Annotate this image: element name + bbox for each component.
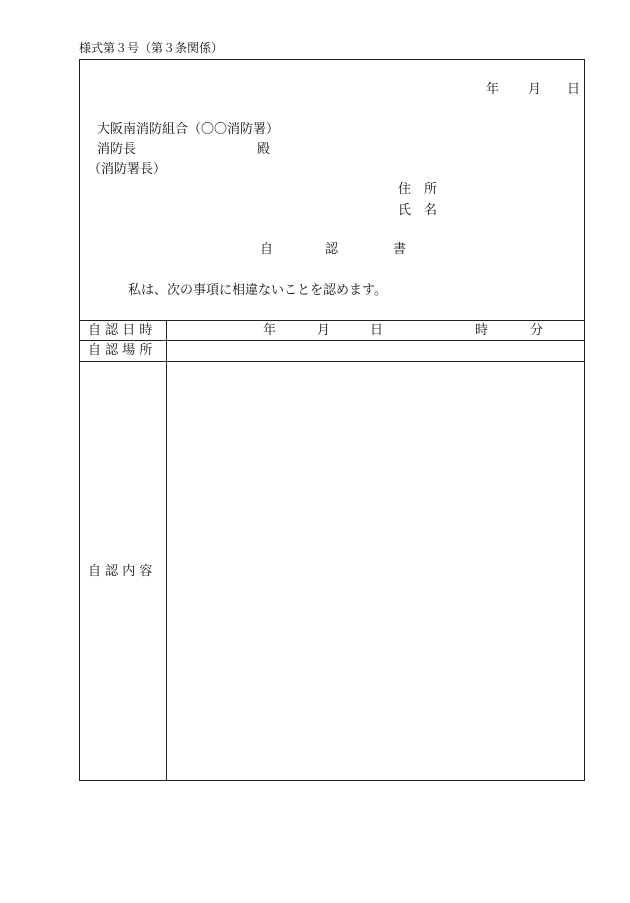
title-char-1: 自 xyxy=(260,242,274,257)
datetime-day: 日 xyxy=(370,323,384,338)
date-month-label: 月 xyxy=(528,82,542,97)
datetime-year: 年 xyxy=(263,323,277,338)
addressee-title: 消防長 xyxy=(97,142,137,157)
datetime-hour: 時 xyxy=(475,323,489,338)
date-day-label: 日 xyxy=(567,82,581,97)
datetime-minute: 分 xyxy=(530,323,544,338)
datetime-month: 月 xyxy=(317,323,331,338)
form-number: 様式第３号（第３条関係） xyxy=(79,41,224,55)
content-label: 自 認 内 容 xyxy=(88,564,153,579)
statement-text: 私は、次の事項に相違ないことを認めます。 xyxy=(128,283,387,298)
datetime-label: 自 認 日 時 xyxy=(88,323,153,338)
date-year-label: 年 xyxy=(486,82,500,97)
title-char-3: 書 xyxy=(393,242,407,257)
addressee-organization: 大阪南消防組合（〇〇消防署） xyxy=(97,122,280,137)
row-divider-2 xyxy=(79,361,585,362)
name-label: 氏 名 xyxy=(398,203,438,218)
label-column-divider xyxy=(166,320,167,781)
place-label: 自 認 場 所 xyxy=(88,343,153,358)
title-char-2: 認 xyxy=(325,242,339,257)
row-divider-1 xyxy=(79,340,585,341)
address-label: 住 所 xyxy=(398,182,438,197)
addressee-alt-title: （消防署長） xyxy=(88,162,167,177)
table-top-rule xyxy=(79,320,585,321)
addressee-honorific: 殿 xyxy=(257,142,271,157)
